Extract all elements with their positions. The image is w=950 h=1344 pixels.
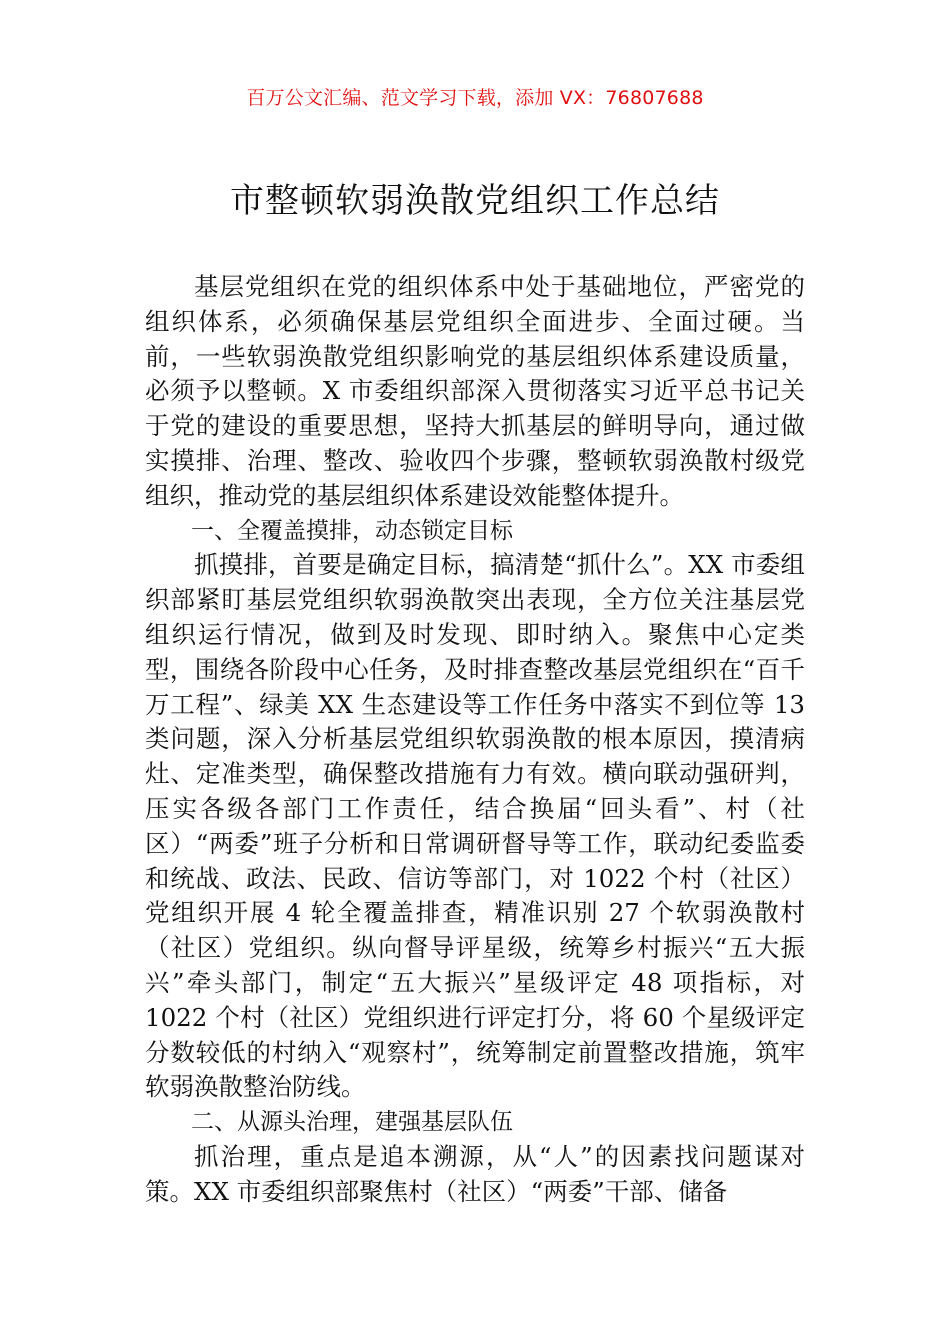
section-2-paragraph: 抓治理，重点是追本溯源，从“人”的因素找问题谋对策。XX 市委组织部聚焦村（社区）“两委”干部、储备 [145,1141,805,1206]
watermark-banner: 百万公文汇编、范文学习下载，添加 VX：76807688 [246,87,704,109]
document-body [145,270,805,1210]
intro-paragraph: 基层党组织在党的组织体系中处于基础地位，严密党的组织体系，必须确保基层党组织全面进步、全面过硬。当前，一些软弱涣散党组织影响党的基层组织体系建设质量，必须予以整顿。X 市委组织部深入贯彻落实习近平总书记关于党的建设的重要思想，坚持大抓基层的鲜明导向，通过做实摸排、治理、整改、验收四个步骤，整顿软弱涣散村级党组织，推动党的基层组织体系建设效能整体提升。 [145,272,805,510]
page-title: 市整顿软弱涣散党组织工作总结 [230,181,720,221]
section-1-paragraph: 抓摸排，首要是确定目标，搞清楚“抓什么”。XX 市委组织部紧盯基层党组织软弱涣散突出表现，全方位关注基层党组织运行情况，做到及时发现、即时纳入。聚焦中心定类型，围绕各阶段中心任务，及时排查整改基层党组织在“百千万工程”、绿美 XX 生态建设等工作任务中落实不到位等 13 类问题，深入分析基层党组织软弱涣散的根本原因，摸清病灶、定准类型，确保整改措施有力有效。横向联动强研判，压实各级各部门工作责任，结合换届“回头看”、村（社区）“两委”班子分析和日常调研督导等工作，联动纪委监委和统战、政法、民政、信访等部门，对 1022 个村（社区）党组织开展 4 轮全覆盖排查，精准识别 27 个软弱涣散村（社区）党组织。纵向督导评星级，统筹乡村振兴“五大振兴”牵头部门，制定“五大振兴”星级评定 48 项指标，对 1022 个村（社区）党组织进行评定打分，将 60 个星级评定分数较低的村纳入“观察村”，统筹制定前置整改措施，筑牢软弱涣散整治防线。 [145,550,805,1102]
section-heading-1: 一、全覆盖摸排，动态锁定目标 [191,517,513,544]
section-heading-2: 二、从源头治理，建强基层队伍 [191,1109,513,1136]
